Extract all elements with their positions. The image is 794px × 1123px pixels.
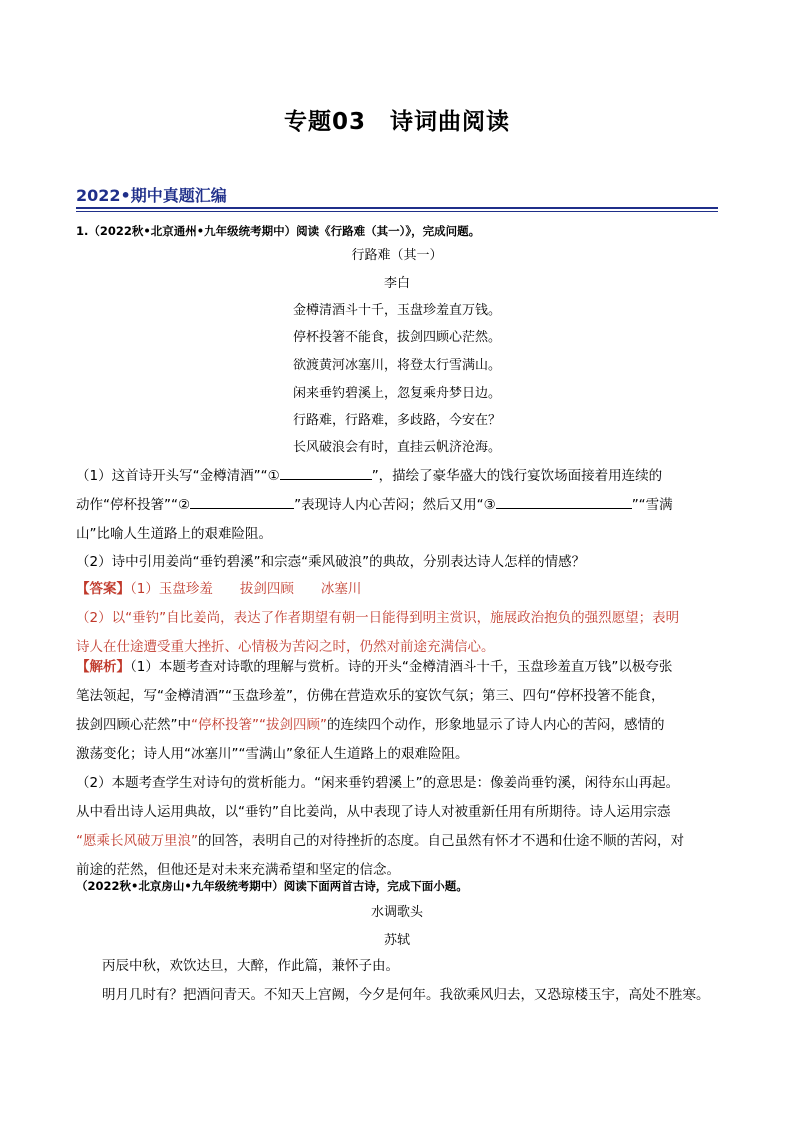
poem-2-title: 水调歌头 <box>370 905 423 920</box>
analysis-text: 从中看出诗人运用典故，以“垂钓”自比姜尚，从中表现了诗人对被重新任用有所期待。诗人运用宗悫 <box>76 804 671 820</box>
question-2-prompt: （2022秋•北京房山•九年级统考期中）阅读下面两首古诗，完成下面小题。 <box>76 879 468 893</box>
poem-1-line: 停杯投箸不能食，拔剑四顾心茫然。 <box>292 330 501 345</box>
analysis-text: 的回答，表明自己的对待挫折的态度。自己虽然有怀才不遇和仕途不顺的苦闷，对 <box>198 833 684 849</box>
analysis-text: 前途的茫然，但他还是对未来充满希望和坚定的信念。 <box>76 862 400 878</box>
analysis-text: 拔剑四顾心茫然”中 <box>76 717 191 733</box>
analysis-highlight: “停杯投箸”“拔剑四顾” <box>191 717 327 733</box>
section-rule-thin <box>76 211 718 212</box>
poem-1-line: 闲来垂钓碧溪上，忽复乘舟梦日边。 <box>292 386 501 401</box>
answer-block <box>76 575 726 662</box>
page-title: 专题03 诗词曲阅读 <box>283 109 510 135</box>
poem-2-body <box>76 952 726 1010</box>
sub-question-1-text: ”表现诗人内心苦闷；然后又用“③ <box>294 497 496 513</box>
answer-2: （2）以“垂钓”自比姜尚，表达了作者期望有朝一日能得到明主赏识，施展政治抱负的强烈愿望；表明 <box>76 610 680 626</box>
answer-blank-3[interactable] <box>496 494 632 509</box>
poem-2-preface: 丙辰中秋，欢饮达旦，大醉，作此篇，兼怀子由。 <box>102 958 399 974</box>
poem-1-line: 金樽清酒斗十千，玉盘珍羞直万钱。 <box>292 303 501 318</box>
sub-question-1-text: ”，描绘了豪华盛大的饯行宴饮场面接着用连续的 <box>371 468 663 484</box>
answer-1: （1）玉盘珍羞 拔剑四顾 冰塞川 <box>130 581 362 597</box>
section-header <box>76 186 718 210</box>
sub-question-1-text: （1）这首诗开头写“金樽清酒”“① <box>76 468 280 484</box>
sub-question-1-text: 山”比喻人生道路上的艰难险阻。 <box>76 526 272 542</box>
analysis-highlight: “愿乘长风破万里浪” <box>76 833 198 849</box>
poem-1-line: 欲渡黄河冰塞川，将登太行雪满山。 <box>292 358 501 373</box>
analysis-text: 笔法领起，写“金樽清酒”“玉盘珍羞”，仿佛在营造欢乐的宴饮气氛；第三、四句“停杯投箸不能食， <box>76 688 665 704</box>
question-1-prompt: 1.（2022秋•北京通州•九年级统考期中）阅读《行路难（其一）》，完成问题。 <box>76 224 481 238</box>
poem-1-title: 行路难（其一） <box>351 248 443 263</box>
sub-question-1 <box>76 462 726 549</box>
analysis-tag: 【解析】 <box>76 659 130 675</box>
analysis-text: （2）本题考查学生对诗句的赏析能力。“闲来垂钓碧溪上”的意思是：像姜尚垂钓溪，闲待东山再起。 <box>76 775 680 791</box>
answer-blank-2[interactable] <box>190 494 294 509</box>
poem-2-line: 明月几时有？把酒问青天。不知天上宫阙，今夕是何年。我欲乘风归去，又恐琼楼玉宇，高处不胜寒。 <box>102 987 710 1003</box>
analysis-text: （1）本题考查对诗歌的理解与赏析。诗的开头“金樽清酒斗十千，玉盘珍羞直万钱”以极夸张 <box>130 659 673 675</box>
sub-question-2: （2）诗中引用姜尚“垂钓碧溪”和宗悫“乘风破浪”的典故，分别表达诗人怎样的情感？ <box>76 554 586 570</box>
analysis-block <box>76 653 726 885</box>
section-rule <box>76 207 718 209</box>
analysis-text: 激荡变化；诗人用“冰塞川”“雪满山”象征人生道路上的艰难险阻。 <box>76 746 469 762</box>
poem-2-author: 苏轼 <box>383 933 410 948</box>
answer-blank-1[interactable] <box>280 465 372 480</box>
poem-1-author: 李白 <box>383 276 410 291</box>
sub-question-1-text: 动作“停杯投箸”“② <box>76 497 191 513</box>
poem-1-line: 长风破浪会有时，直挂云帆济沧海。 <box>292 440 501 455</box>
poem-1-line: 行路难，行路难，多歧路，今安在？ <box>292 413 501 428</box>
analysis-text: 的连续四个动作，形象地显示了诗人内心的苦闷，感情的 <box>326 717 665 733</box>
sub-question-1-text: ”“雪满 <box>631 497 673 513</box>
section-label: 2022•期中真题汇编 <box>76 186 227 205</box>
answer-2: 诗人在仕途遭受重大挫折、心情极为苦闷之时，仍然对前途充满信心。 <box>76 639 495 655</box>
answer-tag: 【答案】 <box>76 581 130 597</box>
